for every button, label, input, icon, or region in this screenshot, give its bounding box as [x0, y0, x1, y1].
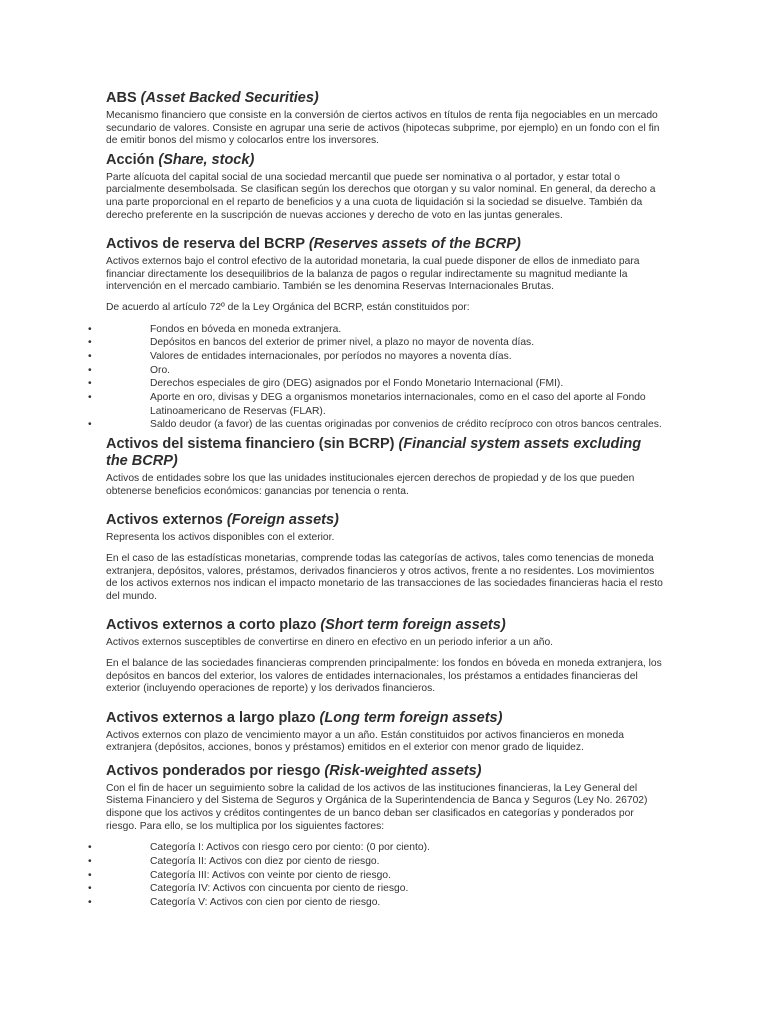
- list-item: • Aporte en oro, divisas y DEG a organismos monetarios internacionales, como en el caso del aporte al Fondo Latinoamericano de Reservas (FLAR).: [88, 392, 646, 417]
- bullet-list: [88, 323, 668, 433]
- entry-term: ABS: [106, 90, 137, 106]
- list-item: • Oro.: [88, 364, 171, 376]
- entry-heading: [106, 763, 666, 780]
- entry-term: Activos del sistema financiero (sin BCRP): [106, 436, 395, 453]
- list-item: • Fondos en bóveda en moneda extranjera.: [88, 323, 342, 335]
- entry-english-term: (Financial system assets excluding the BCRP): [106, 436, 642, 470]
- bullet-icon: •: [88, 883, 92, 895]
- entry-english-term: (Reserves assets of the BCRP): [308, 236, 521, 253]
- bullet-list: [88, 841, 668, 910]
- entry-paragraph: Parte alícuota del capital social de una sociedad mercantil que puede ser nominativa o al portador, y estar total o parcialmente desembolsada. Se clasifican según los derechos que otorgan y su valor nominal. En general, da derecho a una parte proporcional en el reparto de beneficios y a una cuota de liquidación si la sociedad se disuelve. También da derecho preferente en la suscripción de nuevas acciones y derecho de voto en las juntas generales.: [106, 171, 656, 221]
- entry-paragraph: Con el fin de hacer un seguimiento sobre la calidad de los activos de las instituciones financieras, la Ley General del Sistema Financiero y del Sistema de Seguros y Orgánica de la Superintendencia de Banca y Seguros (Ley No. 26702) dispone que los activos y créditos contingentes de un banco deban ser clasificados en categorías y ponderados por riesgo. Para ello, se los multiplica por los siguientes factores:: [106, 782, 648, 832]
- entry-heading: [106, 512, 666, 529]
- entry-english-term: (Risk-weighted assets): [324, 762, 482, 779]
- list-item: • Categoría II: Activos con diez por ciento de riesgo.: [88, 855, 380, 867]
- entry-accion: [106, 152, 666, 222]
- entry-heading: [106, 152, 666, 169]
- bullet-icon: •: [88, 350, 92, 362]
- entry-activos-externos-largo-plazo: [106, 710, 666, 755]
- entry-english-term: (Asset Backed Securities): [140, 90, 319, 106]
- bullet-icon: •: [88, 419, 92, 431]
- list-item: • Categoría III: Activos con veinte por ciento de riesgo.: [88, 869, 391, 881]
- entry-activos-externos: [106, 512, 666, 603]
- list-item: • Depósitos en bancos del exterior de primer nivel, a plazo no mayor de noventa días.: [88, 337, 535, 349]
- entry-term: Activos externos a corto plazo: [106, 617, 317, 634]
- entry-paragraph: De acuerdo al artículo 72º de la Ley Orgánica del BCRP, están constituidos por:: [106, 301, 470, 313]
- glossary-content: [88, 90, 666, 910]
- list-item: • Derechos especiales de giro (DEG) asignados por el Fondo Monetario Internacional (FMI).: [88, 378, 564, 390]
- entry-english-term: (Long term foreign assets): [319, 709, 503, 726]
- bullet-icon: •: [88, 869, 92, 881]
- entry-paragraph: En el balance de las sociedades financieras comprenden principalmente: los fondos en bóveda en moneda extranjera, los depósitos en bancos del exterior, los valores de entidades internacionales, los préstamos a entidades financieras del exterior (incluyendo operaciones de reporte) y los derivados financieros.: [106, 657, 662, 695]
- entry-heading: [106, 90, 666, 107]
- entry-paragraph: Activos externos bajo el control efectivo de la autoridad monetaria, la cual puede disponer de ellos de inmediato para financiar directamente los desequilibrios de la balanza de pagos o regular indirectamente su magnitud mediante la intervención en el mercado cambiario. También se les denomina Reservas Internacionales Brutas.: [106, 256, 640, 293]
- entry-term: Activos externos a largo plazo: [106, 709, 316, 726]
- bullet-icon: •: [88, 897, 92, 909]
- entry-english-term: (Share, stock): [158, 151, 255, 168]
- entry-heading: [106, 436, 666, 470]
- bullet-icon: •: [88, 855, 92, 867]
- list-item: • Categoría V: Activos con cien por ciento de riesgo.: [88, 897, 381, 909]
- entry-heading: [106, 236, 666, 253]
- list-item: • Valores de entidades internacionales, por períodos no mayores a noventa días.: [88, 350, 512, 362]
- entry-term: Activos externos: [106, 512, 223, 529]
- entry-paragraph: Activos externos con plazo de vencimiento mayor a un año. Están constituidos por activos financieros en moneda extranjera (depósitos, acciones, bonos y préstamos) emitidos en el exterior con menor grado de liquidez.: [106, 729, 624, 754]
- entry-paragraph: Mecanismo financiero que consiste en la conversión de ciertos activos en títulos de renta fija negociables en un mercado secundario de valores. Consiste en agrupar una serie de activos (hipotecas subprime, por ejemplo) en un fondo con el fin de emitir bonos del mismo y colocarlos entre los inversores.: [106, 110, 660, 147]
- entry-activos-sistema-financiero: [106, 436, 666, 498]
- bullet-icon: •: [88, 323, 92, 335]
- entry-paragraph: Activos externos susceptibles de convertirse en dinero en efectivo en un periodo inferior a un año.: [106, 637, 554, 649]
- entry-abs: [106, 90, 666, 148]
- bullet-icon: •: [88, 337, 92, 349]
- list-item: • Categoría I: Activos con riesgo cero por ciento: (0 por ciento).: [88, 842, 430, 854]
- entry-paragraph: Representa los activos disponibles con el exterior.: [106, 532, 335, 544]
- bullet-icon: •: [88, 378, 92, 390]
- entry-heading: [106, 710, 666, 727]
- entry-activos-reserva-bcrp: [88, 236, 666, 432]
- entry-heading: [106, 617, 666, 634]
- bullet-icon: •: [88, 364, 92, 376]
- entry-paragraph: Activos de entidades sobre los que las unidades institucionales ejercen derechos de propiedad y de los que pueden obtenerse beneficios económicos: ganancias por tenencia o renta.: [106, 473, 635, 497]
- entry-term: Activos ponderados por riesgo: [106, 762, 321, 779]
- entry-paragraph: En el caso de las estadísticas monetarias, comprende todas las categorías de activos, tales como tenencias de moneda extranjera, depósitos, valores, préstamos, derivados financieros y otros activos, frente a no residentes. Los movimientos de los activos externos nos indican el impacto monetario de las transacciones de las sociedades financieras hacia el resto del mundo.: [106, 552, 663, 602]
- entry-activos-ponderados-riesgo: [88, 762, 666, 910]
- entry-term: Acción: [106, 151, 155, 168]
- entry-english-term: (Foreign assets): [226, 512, 339, 529]
- entry-term: Activos de reserva del BCRP: [106, 236, 305, 253]
- list-item: • Categoría IV: Activos con cincuenta por ciento de riesgo.: [88, 883, 409, 895]
- list-item: • Saldo deudor (a favor) de las cuentas originadas por convenios de crédito recíproco con otros bancos centrales.: [88, 419, 662, 431]
- bullet-icon: •: [88, 842, 92, 854]
- entry-activos-externos-corto-plazo: [106, 617, 666, 695]
- entry-english-term: (Short term foreign assets): [320, 617, 506, 634]
- bullet-icon: •: [88, 392, 92, 404]
